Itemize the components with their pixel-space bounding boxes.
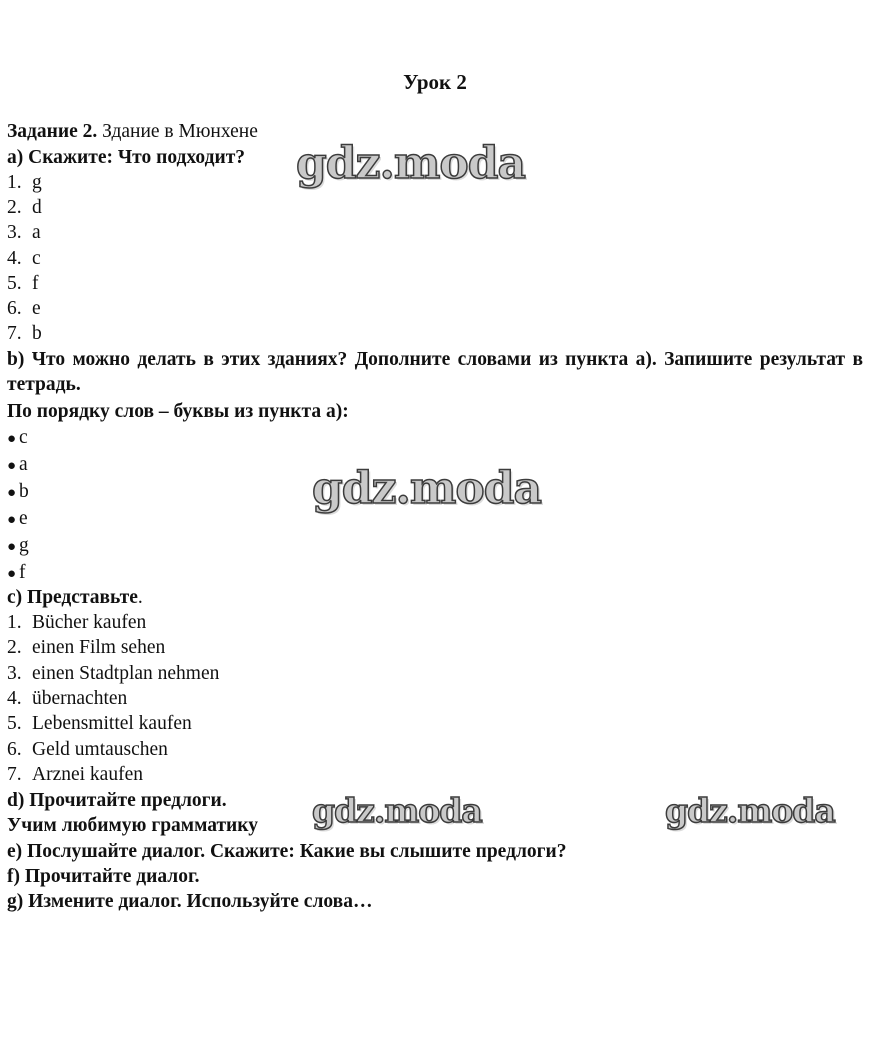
item-text: b	[19, 481, 29, 502]
section-a-item	[7, 321, 42, 346]
section-c-item	[7, 635, 165, 660]
section-b-item	[7, 425, 28, 452]
item-number: 1.	[7, 172, 22, 193]
item-text: Geld umtauschen	[32, 738, 168, 760]
section-c-item	[7, 711, 192, 736]
bullet-icon: ●	[7, 458, 17, 474]
item-text: Bücher kaufen	[32, 612, 147, 633]
section-a-item	[7, 220, 41, 245]
item-text: Arznei kaufen	[32, 763, 143, 785]
section-c-item	[7, 737, 168, 762]
section-b-heading: b) Что можно делать в этих зданиях? Дополните словами из пункта а). Запишите результат в тетрадь.	[7, 349, 863, 395]
section-a-item	[7, 271, 39, 296]
item-number: 6.	[7, 738, 22, 760]
bullet-icon: ●	[7, 512, 17, 528]
section-a-heading: а) Скажите: Что подходит?	[7, 147, 246, 168]
item-text: e	[32, 298, 41, 319]
section-b-item	[7, 533, 29, 560]
item-number: 2.	[7, 197, 22, 219]
item-text: a	[19, 454, 28, 475]
item-number: 5.	[7, 272, 22, 294]
item-text: f	[32, 272, 39, 294]
bullet-icon: ●	[7, 485, 17, 501]
section-c-heading-tail: .	[137, 587, 143, 608]
item-text: c	[32, 247, 41, 269]
watermark-bottom-right: gdz.moda	[665, 791, 835, 830]
watermark-top: gdz.moda	[296, 138, 526, 189]
section-b-item	[7, 560, 26, 587]
section-e-heading: е) Послушайте диалог. Скажите: Какие вы слышите предлоги?	[7, 841, 567, 862]
section-c-item	[7, 686, 127, 711]
item-number: 7.	[7, 323, 22, 345]
item-number: 2.	[7, 637, 22, 659]
section-a-item	[7, 170, 42, 195]
task-text: Здание в Мюнхене	[97, 121, 258, 142]
bullet-icon: ●	[7, 431, 17, 447]
item-number: 5.	[7, 713, 22, 735]
item-text: einen Stadtplan nehmen	[32, 662, 220, 684]
item-text: g	[19, 535, 29, 556]
item-number: 7.	[7, 763, 22, 785]
bullet-icon: ●	[7, 566, 17, 582]
item-text: a	[32, 222, 41, 244]
item-text: d	[32, 197, 42, 219]
item-text: Lebensmittel kaufen	[32, 713, 192, 735]
section-d-line: Учим любимую грамматику	[7, 815, 258, 836]
item-text: einen Film sehen	[32, 637, 166, 659]
section-c-heading	[7, 585, 143, 610]
item-text: c	[19, 427, 28, 448]
section-b-item	[7, 506, 28, 533]
item-number: 1.	[7, 612, 22, 633]
item-text: g	[32, 172, 42, 193]
section-a-item	[7, 296, 41, 321]
item-text: f	[19, 562, 26, 583]
item-number: 3.	[7, 222, 22, 244]
item-number: 4.	[7, 687, 22, 709]
item-number: 6.	[7, 298, 22, 319]
task-label: Задание 2.	[7, 121, 98, 142]
item-text: übernachten	[32, 687, 128, 709]
section-a-item	[7, 246, 41, 271]
section-b-note: По порядку слов – буквы из пункта а):	[7, 401, 349, 422]
task-heading	[7, 119, 258, 144]
watermark-bottom-left: gdz.moda	[312, 791, 482, 830]
item-number: 3.	[7, 662, 22, 684]
section-c-item	[7, 661, 219, 686]
section-g-heading: g) Измените диалог. Используйте слова…	[7, 891, 373, 912]
section-c-heading-text: с) Представьте	[7, 587, 138, 608]
section-b-item	[7, 452, 28, 479]
section-c-item	[7, 762, 143, 787]
bullet-icon: ●	[7, 539, 17, 555]
section-a-item	[7, 195, 42, 220]
item-text: b	[32, 323, 42, 345]
lesson-title: Урок 2	[403, 70, 467, 94]
section-c-item	[7, 610, 146, 635]
item-number: 4.	[7, 247, 22, 269]
section-d-heading: d) Прочитайте предлоги.	[7, 790, 227, 811]
watermark-middle: gdz.moda	[312, 463, 542, 514]
section-f-heading: f) Прочитайте диалог.	[7, 866, 200, 887]
item-text: e	[19, 508, 28, 529]
section-b-item	[7, 479, 29, 506]
